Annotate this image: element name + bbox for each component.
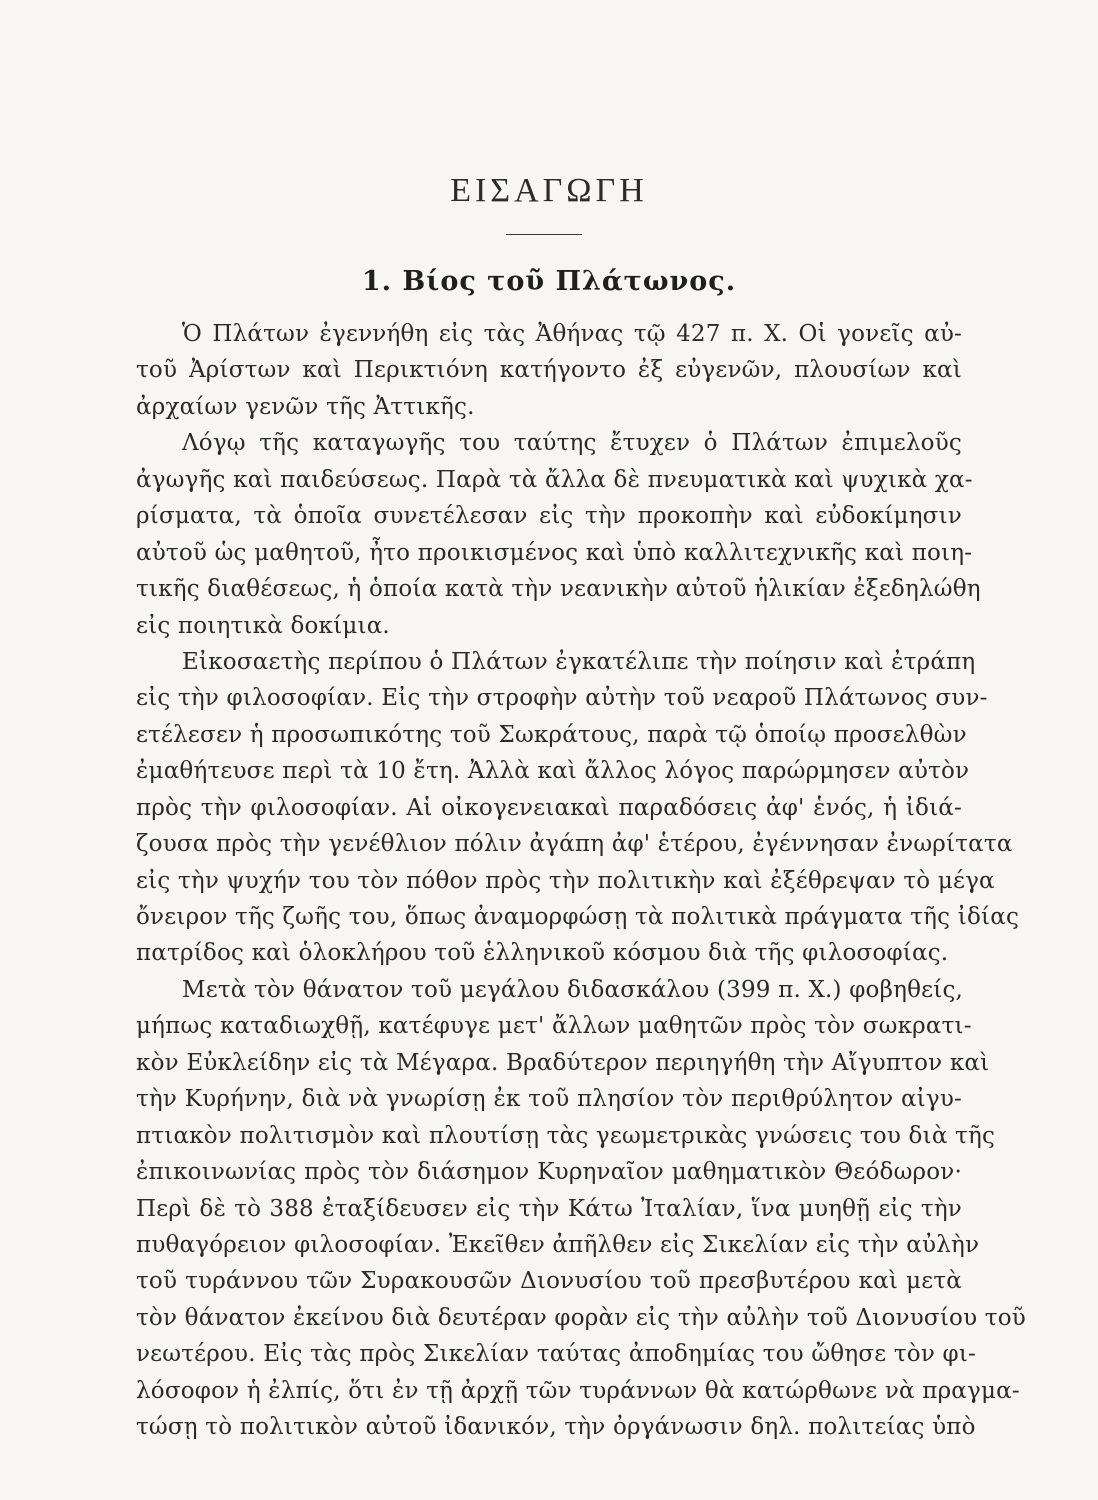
text-line: τὴν Κυρήνην, διὰ νὰ γνωρίσῃ ἐκ τοῦ πλησίον τὸν περιθρύλητον αἰγυ-	[136, 1086, 962, 1113]
text-line: ὄνειρον τῆς ζωῆς του, ὅπως ἀναμορφώσῃ τὰ πολιτικὰ πράγματα τῆς ἰδίας	[136, 904, 1020, 930]
text-line: λόσοφον ἡ ἐλπίς, ὅτι ἐν τῇ ἀρχῇ τῶν τυράννων θὰ κατώρθωνε νὰ πραγμα-	[136, 1377, 1020, 1404]
text-line: Εἰκοσαετὴς περίπου ὁ Πλάτων ἐγκατέλιπε τὴν ποίησιν καὶ ἐτράπη	[182, 648, 976, 675]
text-line: τικῆς διαθέσεως, ἡ ὁποία κατὰ τὴν νεανικὴν αὐτοῦ ἡλικίαν ἐξεδηλώθη	[136, 576, 981, 603]
text-line: νεωτέρου. Εἰς τὰς πρὸς Σικελίαν ταύτας ἀποδημίας του ὤθησε τὸν φι-	[136, 1341, 977, 1368]
text-line: ἐπικοινωνίας πρὸς τὸν διάσημον Κυρηναῖον μαθηματικὸν Θεόδωρον·	[136, 1159, 962, 1186]
title-divider	[506, 234, 582, 235]
page-title: ΕΙΣΑΓΩΓΗ	[450, 172, 648, 209]
text-line: ρίσματα, τὰ ὁποῖα συνετέλεσαν εἰς τὴν προκοπὴν καὶ εὐδοκίμησιν	[136, 503, 962, 530]
section-heading: 1. Βίος τοῦ Πλάτωνος.	[361, 266, 737, 297]
text-line: ἐμαθήτευσε περὶ τὰ 10 ἔτη. Ἀλλὰ καὶ ἄλλος λόγος παρώρμησεν αὐτὸν	[136, 758, 970, 785]
text-line: ζουσα πρὸς τὴν γενέθλιον πόλιν ἀγάπη ἀφ' ἑτέρου, ἐγέννησαν ἐνωρίτατα	[136, 831, 1013, 858]
text-line: εἰς τὴν φιλοσοφίαν. Εἰς τὴν στροφὴν αὐτὴν τοῦ νεαροῦ Πλάτωνος συν-	[136, 685, 988, 712]
text-line: αὐτοῦ ὡς μαθητοῦ, ἦτο προικισμένος καὶ ὑπὸ καλλιτεχνικῆς καὶ ποιη-	[136, 539, 973, 566]
text-line: πτιακὸν πολιτισμὸν καὶ πλουτίσῃ τὰς γεωμετρικὰς γνώσεις του διὰ τῆς	[136, 1122, 996, 1149]
text-line: Ὁ Πλάτων ἐγεννήθη εἰς τὰς Ἀθήνας τῷ 427 π. Χ. Οἱ γονεῖς αὐ-	[182, 321, 962, 347]
body-text	[136, 316, 1026, 1446]
text-line: ἀρχαίων γενῶν τῆς Ἀττικῆς.	[136, 393, 475, 420]
text-line: ετέλεσεν ἡ προσωπικότης τοῦ Σωκράτους, παρὰ τῷ ὁποίῳ προσελθὼν	[136, 721, 967, 748]
text-line: κὸν Εὐκλείδην εἰς τὰ Μέγαρα. Βραδύτερον περιηγήθη τὴν Αἴγυπτον καὶ	[136, 1049, 990, 1076]
text-line: πυθαγόρειον φιλοσοφίαν. Ἐκεῖθεν ἀπῆλθεν εἰς Σικελίαν εἰς τὴν αὐλὴν	[136, 1231, 980, 1258]
text-line: τώσῃ τὸ πολιτικὸν αὐτοῦ ἰδανικόν, τὴν ὀργάνωσιν δηλ. πολιτείας ὑπὸ	[136, 1414, 976, 1441]
text-line: τὸν θάνατον ἐκείνου διὰ δευτέραν φορὰν εἰς τὴν αὐλὴν τοῦ Διονυσίου τοῦ	[136, 1304, 1026, 1331]
text-line: μήπως καταδιωχθῇ, κατέφυγε μετ' ἄλλων μαθητῶν πρὸς τὸν σωκρατι-	[136, 1013, 972, 1040]
text-line: πρὸς τὴν φιλοσοφίαν. Αἱ οἰκογενειακαὶ παραδόσεις ἀφ' ἑνός, ἡ ἰδιά-	[136, 794, 962, 821]
text-line: τοῦ τυράννου τῶν Συρακουσῶν Διονυσίου τοῦ πρεσβυτέρου καὶ μετὰ	[136, 1268, 962, 1295]
text-line: Περὶ δὲ τὸ 388 ἐταξίδευσεν εἰς τὴν Κάτω Ἰταλίαν, ἵνα μυηθῇ εἰς τὴν	[136, 1195, 962, 1222]
text-line: τοῦ Ἀρίστων καὶ Περικτιόνη κατήγοντο ἐξ εὐγενῶν, πλουσίων καὶ	[136, 357, 962, 384]
text-line: ἀγωγῆς καὶ παιδεύσεως. Παρὰ τὰ ἄλλα δὲ πνευματικὰ καὶ ψυχικὰ χα-	[136, 466, 973, 493]
text-line: Λόγῳ τῆς καταγωγῆς του ταύτης ἔτυχεν ὁ Πλάτων ἐπιμελοῦς	[182, 430, 962, 457]
text-line: εἰς ποιητικὰ δοκίμια.	[136, 612, 390, 639]
text-line: Μετὰ τὸν θάνατον τοῦ μεγάλου διδασκάλου (399 π. Χ.) φοβηθείς,	[182, 976, 964, 1003]
text-line: εἰς τὴν ψυχήν του τὸν πόθον πρὸς τὴν πολιτικὴν καὶ ἐξέθρεψαν τὸ μέγα	[136, 867, 995, 894]
text-line: πατρίδος καὶ ὁλοκλήρου τοῦ ἑλληνικοῦ κόσμου διὰ τῆς φιλοσοφίας.	[136, 940, 949, 967]
